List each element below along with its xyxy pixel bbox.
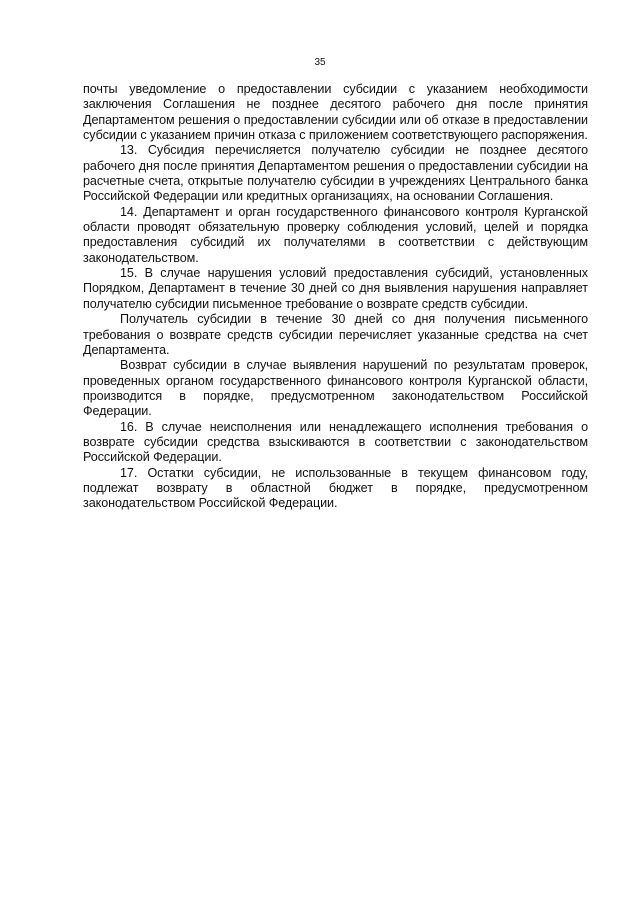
paragraph-13: 13. Субсидия перечисляется получателю субсидии не позднее десятого рабочего дня после принятия Департаментом решения о предоставлении субсидии на расчетные счета, открытые получателю субсидии в учреждениях Центрального банка Российской Федерации или кредитных организациях, на основании Соглашения. — [83, 143, 588, 204]
paragraph-15: 15. В случае нарушения условий предоставления субсидий, установленных Порядком, Департамент в течение 30 дней со дня выявления нарушения направляет получателю субсидии письменное требование о возврате средств субсидии. — [83, 266, 588, 311]
paragraph-continuation: почты уведомление о предоставлении субсидии с указанием необходимости заключения Соглашения не позднее десятого рабочего дня после принятия Департаментом решения о предоставлении субсидии или об отказе в предоставлении субсидии с указанием причин отказа с приложением соответствующего распоряжения. — [83, 82, 588, 143]
paragraph-15-audit-return: Возврат субсидии в случае выявления нарушений по результатам проверок, проведенных органом государственного финансового контроля Курганской области, производится в порядке, предусмотренном законодательством Российской Федерации. — [83, 358, 588, 419]
paragraph-16: 16. В случае неисполнения или ненадлежащего исполнения требования о возврате субсидии средства взыскиваются в соответствии с законодательством Российской Федерации. — [83, 419, 588, 465]
paragraph-17: 17. Остатки субсидии, не использованные в текущем финансовом году, подлежат возврату в областной бюджет в порядке, предусмотренном законодательством Российской Федерации. — [83, 465, 588, 511]
page-number: 35 — [314, 57, 326, 68]
paragraph-15-recipient-return: Получатель субсидии в течение 30 дней со дня получения письменного требования о возврате средств субсидии перечисляет указанные средства на счет Департамента. — [83, 312, 588, 357]
paragraph-14: 14. Департамент и орган государственного финансового контроля Курганской области проводят обязательную проверку соблюдения условий, целей и порядка предоставления субсидий их получателями в соответствии с действующим законодательством. — [83, 204, 588, 265]
document-body — [83, 82, 588, 512]
